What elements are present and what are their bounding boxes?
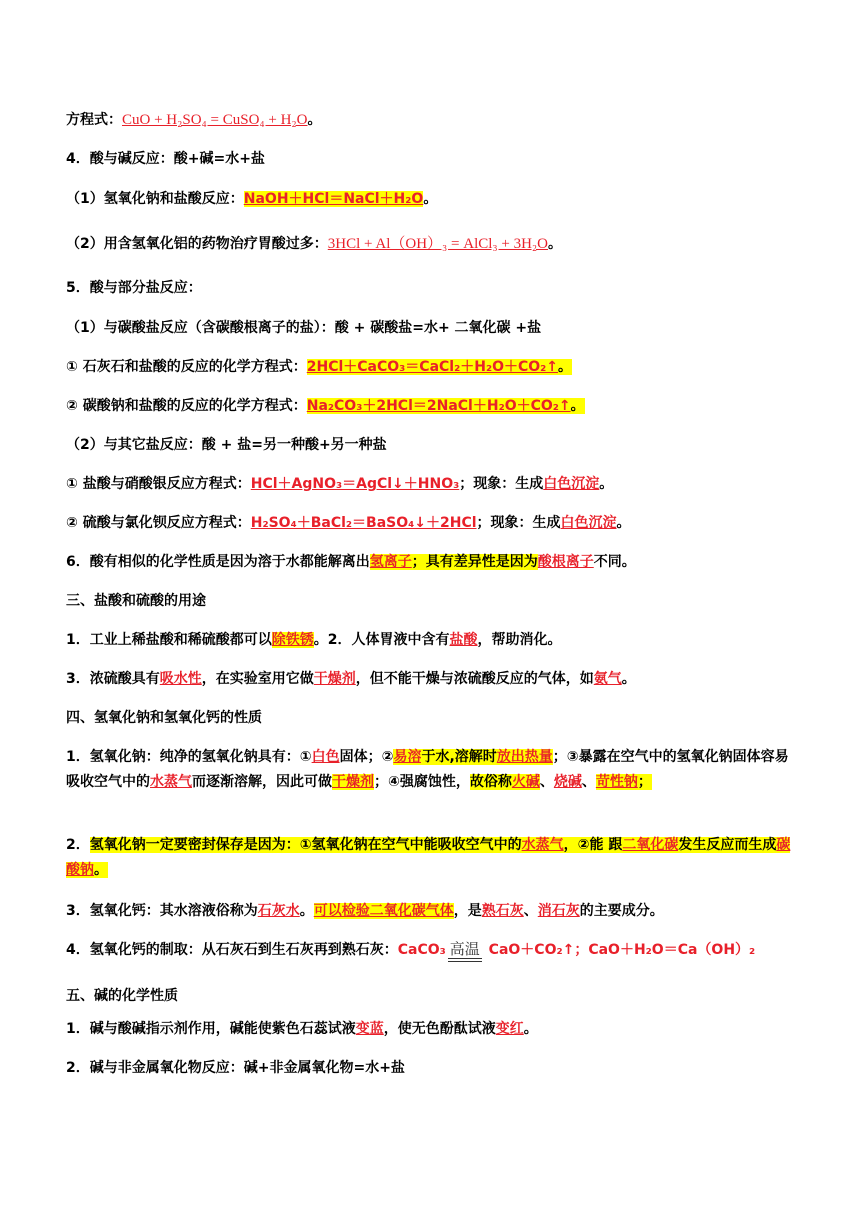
answer: 易溶: [393, 749, 422, 765]
answer: 熟石灰: [481, 903, 524, 919]
answer: 石灰水: [257, 903, 300, 919]
item-other-salts: （2）与其它盐反应：酸 + 盐=另一种酸+另一种盐: [66, 437, 387, 453]
answer: 酸根离子: [537, 554, 594, 570]
item-aloh3-hcl: （2）用含氢氧化铝的药物治疗胃酸过多：3HCl + Al（OH）₃ = AlCl₃ + 3H₂O。: [66, 236, 562, 252]
answer: CaCO₃: [397, 942, 446, 958]
answer: Na₂CO₃＋2HCl＝2NaCl＋H₂O＋CO₂↑: [306, 398, 571, 414]
answer: 变蓝: [355, 1021, 384, 1037]
answer: 火碱: [511, 774, 540, 790]
section-hydroxides: 四、氢氧化钠和氢氧化钙的性质: [66, 710, 262, 726]
answer: 干燥剂: [332, 774, 374, 790]
item-acid-uses-1: 1．工业上稀盐酸和稀硫酸都可以除铁锈。2．人体胃液中含有盐酸，帮助消化。: [66, 632, 562, 648]
answer: 水蒸气: [150, 774, 192, 790]
answer: 变红: [495, 1021, 524, 1037]
answer: 水蒸气: [521, 837, 564, 853]
answer: 2HCl＋CaCO₃＝CaCl₂＋H₂O＋CO₂↑: [306, 359, 559, 375]
answer: 盐酸: [449, 632, 478, 648]
item-caoh2-preparation: 4．氢氧化钙的制取：从石灰石到生石灰再到熟石灰：CaCO₃ 高温 CaO＋CO₂↑；CaO＋H₂O＝Ca（OH）₂: [66, 942, 756, 958]
item-acid-similarity: 6．酸有相似的化学性质是因为溶于水都能解离出氢离子；具有差异性是因为酸根离子不同。: [66, 554, 636, 570]
equation-cuo-h2so4: 方程式：CuO + H₂SO₄ = CuSO₄ + H₂O。: [66, 112, 322, 128]
answer: 白色: [311, 749, 340, 765]
answer: 碳酸钠: [66, 837, 791, 878]
answer: 氨气: [593, 671, 622, 687]
answer: 3HCl + Al（OH）₃ = AlCl₃ + 3H₂O: [327, 236, 548, 252]
item-hcl-agno3: ① 盐酸与硝酸银反应方程式：HCl＋AgNO₃＝AgCl↓＋HNO₃；现象：生成白色沉淀。: [66, 476, 614, 492]
answer: 白色沉淀: [560, 515, 617, 531]
item-caoh2: 3．氢氧化钙：其水溶液俗称为石灰水。可以检验二氧化碳气体，是熟石灰、消石灰的主要成分。: [66, 903, 664, 919]
item-h2so4-bacl2: ② 硫酸与氯化钡反应方程式：H₂SO₄＋BaCl₂＝BaSO₄↓＋2HCl；现象：生成白色沉淀。: [66, 515, 631, 531]
answer: H₂SO₄＋BaCl₂＝BaSO₄↓＋2HCl: [250, 515, 477, 531]
item-na2co3-hcl: ② 碳酸钠和盐酸的反应的化学方程式：Na₂CO₃＋2HCl＝2NaCl＋H₂O＋CO₂↑。: [66, 398, 585, 414]
reaction-condition: 高温: [446, 940, 484, 960]
item-conc-sulfuric: 3．浓硫酸具有吸水性，在实验室用它做干燥剂，但不能干燥与浓硫酸反应的气体，如氨气。: [66, 671, 636, 687]
item-naoh-storage: 2．氢氧化钠一定要密封保存是因为：①氢氧化钠在空气中能吸收空气中的水蒸气，②能 跟二氧化碳发生反应而生成碳酸钠。: [66, 837, 791, 878]
answer: 苛性钠: [595, 774, 638, 790]
answer: 白色沉淀: [543, 476, 600, 492]
answer: 二氧化碳: [622, 837, 679, 853]
item-naoh-properties: 1．氢氧化钠：纯净的氢氧化钠具有：①白色固体；②易溶于水,溶解时放出热量；③暴露在空气中的氢氧化钠固体容易吸收空气中的水蒸气而逐渐溶解，因此可做干燥剂；④强腐蚀性，故俗称火碱、烧碱、苛性钠；: [66, 749, 789, 790]
section-acid-uses: 三、盐酸和硫酸的用途: [66, 593, 206, 609]
answer: HCl＋AgNO₃＝AgCl↓＋HNO₃: [250, 476, 460, 492]
item-base-nonmetal-oxide: 2．碱与非金属氧化物反应：碱+非金属氧化物=水+盐: [66, 1060, 405, 1076]
answer: 干燥剂: [313, 671, 356, 687]
answer: CaO＋CO₂↑；CaO＋H₂O＝Ca（OH）₂: [483, 942, 756, 958]
answer: 除铁锈: [271, 632, 314, 648]
answer: 消石灰: [537, 903, 580, 919]
section-base-properties: 五、碱的化学性质: [66, 988, 178, 1004]
item-carbonate-reaction: （1）与碳酸盐反应（含碳酸根离子的盐）：酸 + 碳酸盐=水+ 二氧化碳 +盐: [66, 320, 542, 336]
heading-acid-base-reaction: 4．酸与碱反应：酸+碱=水+盐: [66, 151, 265, 167]
answer: 可以检验二氧化碳气体: [313, 903, 454, 919]
item-naoh-hcl: （1）氢氧化钠和盐酸反应：NaOH＋HCl＝NaCl＋H₂O。: [66, 191, 438, 207]
answer: 烧碱: [553, 774, 582, 790]
answer: CuO + H₂SO₄ = CuSO₄ + H₂O: [122, 112, 308, 128]
item-base-indicators: 1．碱与酸碱指示剂作用，碱能使紫色石蕊试液变蓝，使无色酚酞试液变红。: [66, 1021, 538, 1037]
answer: 放出热量: [496, 749, 553, 765]
answer: 吸水性: [159, 671, 202, 687]
answer: 氢离子: [369, 554, 412, 570]
heading-acid-salt-reaction: 5．酸与部分盐反应：: [66, 280, 202, 296]
answer: NaOH＋HCl＝NaCl＋H₂O: [243, 191, 424, 207]
item-caco3-hcl: ① 石灰石和盐酸的反应的化学方程式：2HCl＋CaCO₃＝CaCl₂＋H₂O＋CO₂↑。: [66, 359, 573, 375]
